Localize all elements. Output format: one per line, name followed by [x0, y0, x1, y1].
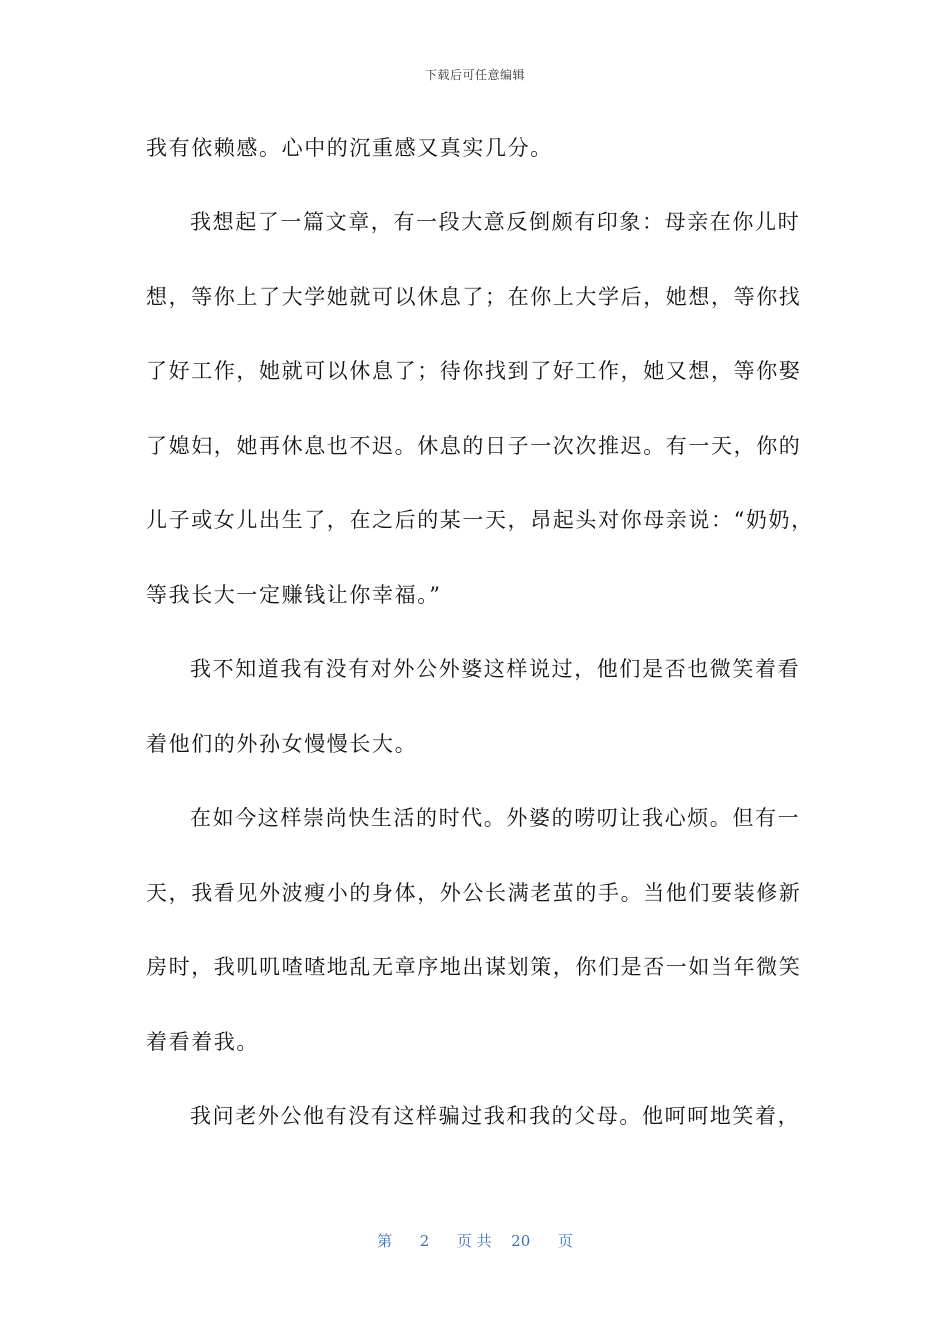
- text-line: 我想起了一篇文章，有一段大意反倒颇有印象：母亲在你儿时: [190, 210, 801, 234]
- text-line: 了媳妇，她再休息也不迟。休息的日子一次次推迟。有一天，你的: [146, 434, 802, 458]
- footer-suffix: 页: [557, 1232, 573, 1250]
- footer-prefix: 第: [377, 1232, 393, 1250]
- text-line: 等我长大一定赚钱让你幸福。”: [146, 583, 442, 607]
- text-line: 了好工作，她就可以休息了；待你找到了好工作，她又想，等你娶: [146, 359, 802, 383]
- page-footer: [0, 1230, 950, 1251]
- page-header-note: 下载后可任意编辑: [424, 68, 525, 82]
- text-line: 着看着我。: [146, 1030, 259, 1054]
- text-line: 想，等你上了大学她就可以休息了；在你上大学后，她想，等你找: [146, 285, 802, 309]
- text-line: 天，我看见外波瘦小的身体，外公长满老茧的手。当他们要装修新: [146, 881, 802, 905]
- text-line: 我问老外公他有没有这样骗过我和我的父母。他呵呵地笑着，: [190, 1104, 801, 1128]
- text-line: 在如今这样崇尚快生活的时代。外婆的唠叨让我心烦。但有一: [190, 806, 801, 830]
- total-pages-number: 20: [511, 1232, 531, 1250]
- text-line: 儿子或女儿出生了，在之后的某一天，昂起头对你母亲说：“奶奶，: [146, 508, 814, 532]
- text-line: 我有依赖感。心中的沉重感又真实几分。: [146, 136, 553, 160]
- text-line: 房时，我叽叽喳喳地乱无章序地出谋划策，你们是否一如当年微笑: [146, 955, 802, 979]
- text-line: 着他们的外孙女慢慢长大。: [146, 732, 418, 756]
- current-page-number: 2: [419, 1232, 430, 1250]
- footer-mid: 页 共: [456, 1232, 492, 1250]
- text-line: 我不知道我有没有对外公外婆这样说过，他们是否也微笑着看: [190, 657, 801, 681]
